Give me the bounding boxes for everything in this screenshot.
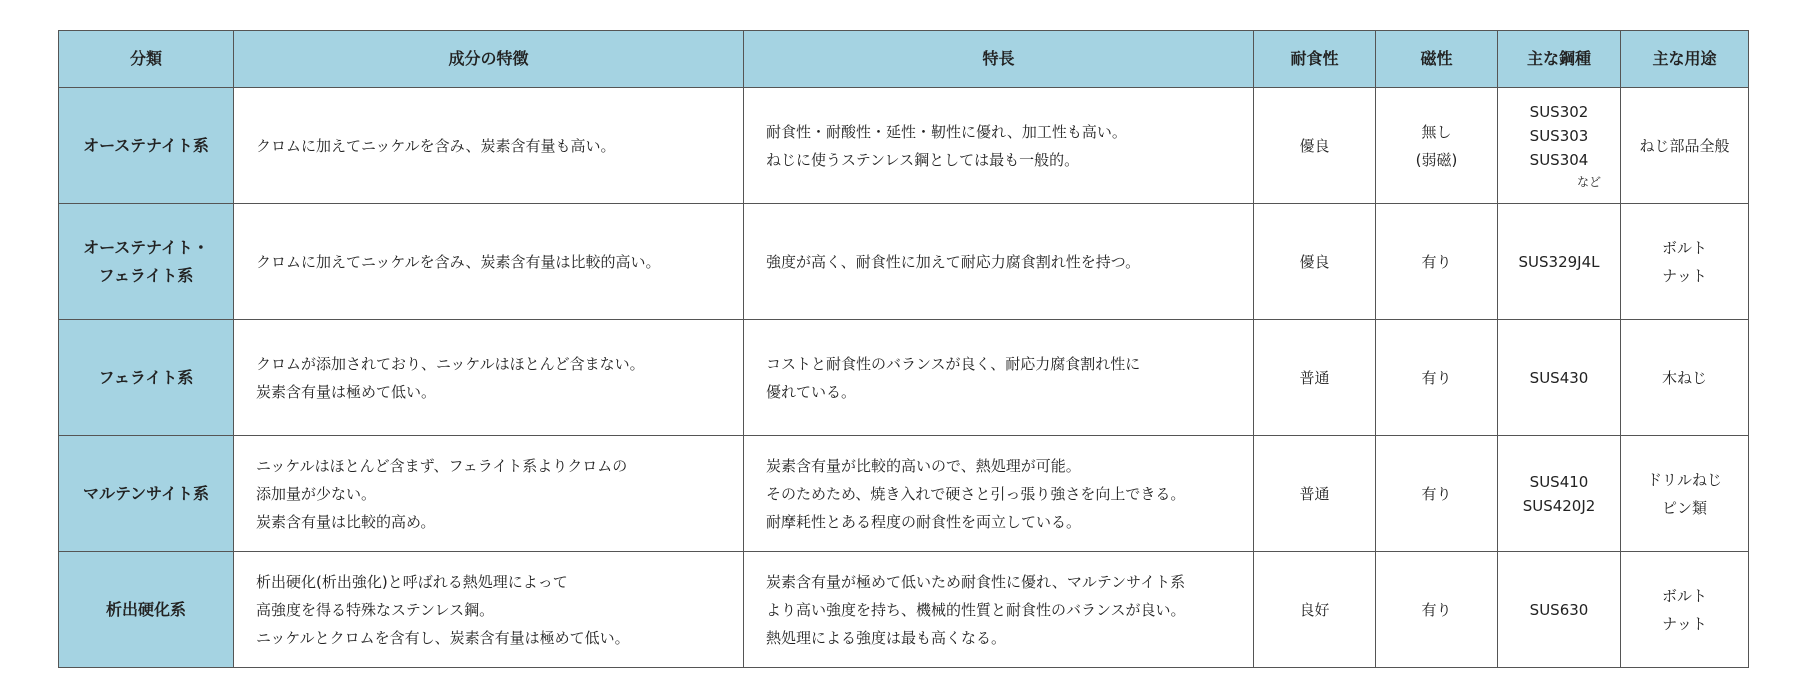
header-grades: 主な鋼種: [1498, 31, 1621, 88]
magnetism-line: 有り: [1421, 252, 1452, 271]
uses-line: ねじ部品全般: [1639, 136, 1730, 155]
composition-cell: [234, 320, 744, 436]
grades-note: など: [1576, 174, 1601, 189]
features-line: コストと耐食性のバランスが良く、耐応力腐食割れ性に: [766, 354, 1141, 373]
uses-line: ボルト: [1661, 586, 1707, 605]
uses-cell: [1621, 320, 1749, 436]
uses-cell: [1621, 552, 1749, 668]
features-line: 炭素含有量が比較的高いので、熱処理が可能。: [766, 456, 1081, 475]
stainless-steel-table: [58, 30, 1749, 668]
grade-item: SUS329J4L: [1518, 252, 1600, 271]
magnetism-cell: [1376, 436, 1498, 552]
corrosion-cell: 優良: [1254, 88, 1376, 204]
uses-line: ナット: [1662, 266, 1707, 285]
uses-line: ドリルねじ: [1646, 470, 1722, 489]
header-features: 特長: [744, 31, 1254, 88]
composition-line: クロムが添加されており、ニッケルはほとんど含まない。: [256, 354, 645, 373]
category-cell: [59, 320, 234, 436]
composition-line: ニッケルはほとんど含まず、フェライト系よりクロムの: [256, 456, 628, 475]
composition-line: 添加量が少ない。: [256, 484, 377, 503]
composition-line: 高強度を得る特殊なステンレス鋼。: [256, 600, 495, 619]
composition-line: 析出硬化(析出強化)と呼ばれる熱処理によって: [256, 572, 568, 591]
category-line: フェライト系: [98, 367, 194, 387]
category-cell: [59, 88, 234, 204]
composition-line: 炭素含有量は極めて低い。: [256, 382, 437, 401]
features-cell: [744, 552, 1254, 668]
corrosion-cell: 普通: [1254, 436, 1376, 552]
features-line: より高い強度を持ち、機械的性質と耐食性のバランスが良い。: [766, 600, 1186, 619]
grades-cell: [1498, 552, 1621, 668]
header-corrosion: 耐食性: [1254, 31, 1376, 88]
grade-item: SUS630: [1529, 600, 1589, 619]
composition-cell: [234, 436, 744, 552]
header-magnetism: 磁性: [1376, 31, 1498, 88]
header-row: [59, 31, 1749, 88]
features-line: 炭素含有量が極めて低いため耐食性に優れ、マルテンサイト系: [766, 572, 1186, 591]
stainless-steel-table-container: [58, 30, 1748, 668]
features-line: ねじに使うステンレス鋼としては最も一般的。: [766, 150, 1080, 169]
table-row: [59, 552, 1749, 668]
uses-cell: [1621, 204, 1749, 320]
category-line: オーステナイト・: [83, 237, 209, 257]
category-line: オーステナイト系: [83, 135, 209, 155]
composition-cell: [234, 552, 744, 668]
table-row: [59, 204, 1749, 320]
grades-cell: [1498, 88, 1621, 204]
features-cell: [744, 88, 1254, 204]
magnetism-cell: [1376, 320, 1498, 436]
magnetism-cell: [1376, 88, 1498, 204]
features-line: 耐摩耗性とある程度の耐食性を両立している。: [766, 512, 1082, 531]
features-line: 耐食性・耐酸性・延性・靭性に優れ、加工性も高い。: [766, 122, 1127, 141]
magnetism-line: 無し: [1421, 122, 1452, 141]
magnetism-line: 有り: [1421, 484, 1452, 503]
composition-line: クロムに加えてニッケルを含み、炭素含有量は比較的高い。: [256, 252, 661, 271]
category-cell: [59, 204, 234, 320]
uses-line: ピン類: [1661, 498, 1707, 517]
composition-line: クロムに加えてニッケルを含み、炭素含有量も高い。: [256, 136, 616, 155]
magnetism-cell: [1376, 552, 1498, 668]
grade-item: SUS302: [1529, 102, 1589, 121]
grade-item: SUS410: [1529, 472, 1589, 491]
grade-item: SUS304: [1529, 150, 1589, 169]
composition-line: ニッケルとクロムを含有し、炭素含有量は極めて低い。: [256, 628, 630, 647]
grades-cell: [1498, 204, 1621, 320]
category-line: フェライト系: [98, 265, 194, 285]
features-cell: [744, 204, 1254, 320]
corrosion-cell: 普通: [1254, 320, 1376, 436]
uses-line: ボルト: [1661, 238, 1707, 257]
uses-line: ナット: [1662, 614, 1707, 633]
corrosion-cell: 良好: [1254, 552, 1376, 668]
header-uses: 主な用途: [1621, 31, 1749, 88]
table-row: [59, 436, 1749, 552]
header-composition: 成分の特徴: [234, 31, 744, 88]
grades-cell: [1498, 320, 1621, 436]
grades-cell: [1498, 436, 1621, 552]
magnetism-line: (弱磁): [1415, 150, 1458, 169]
table-row: [59, 88, 1749, 204]
corrosion-cell: 優良: [1254, 204, 1376, 320]
category-cell: [59, 552, 234, 668]
category-line: 析出硬化系: [105, 599, 186, 619]
composition-cell: [234, 204, 744, 320]
category-line: マルテンサイト系: [82, 483, 210, 503]
table-row: [59, 320, 1749, 436]
header-category: 分類: [59, 31, 234, 88]
magnetism-cell: [1376, 204, 1498, 320]
grade-item: SUS420J2: [1522, 496, 1596, 515]
magnetism-line: 有り: [1421, 368, 1452, 387]
composition-line: 炭素含有量は比較的高め。: [256, 512, 436, 531]
features-line: 熱処理による強度は最も高くなる。: [766, 628, 1007, 647]
features-line: 強度が高く、耐食性に加えて耐応力腐食割れ性を持つ。: [766, 252, 1141, 271]
uses-cell: [1621, 88, 1749, 204]
category-cell: [59, 436, 234, 552]
features-line: そのためため、焼き入れで硬さと引っ張り強さを向上できる。: [766, 484, 1186, 503]
uses-line: 木ねじ: [1661, 368, 1707, 387]
features-line: 優れている。: [766, 382, 857, 401]
grade-item: SUS303: [1529, 126, 1589, 145]
composition-cell: [234, 88, 744, 204]
uses-cell: [1621, 436, 1749, 552]
magnetism-line: 有り: [1421, 600, 1452, 619]
grade-item: SUS430: [1529, 368, 1589, 387]
features-cell: [744, 320, 1254, 436]
features-cell: [744, 436, 1254, 552]
